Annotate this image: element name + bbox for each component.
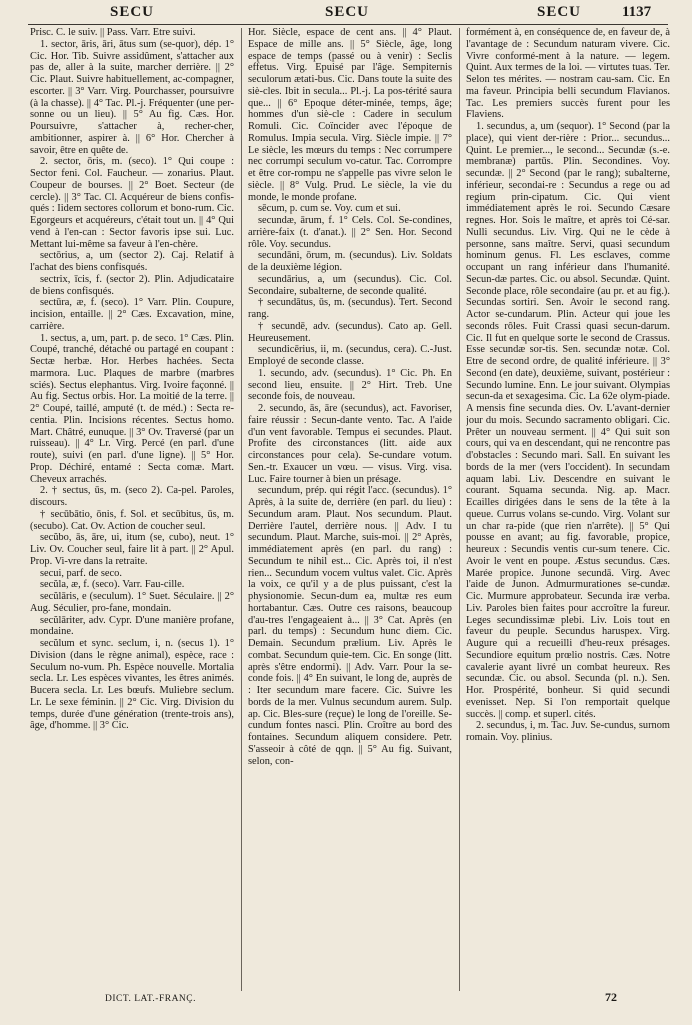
signature-number: 72 bbox=[605, 990, 617, 1004]
dictionary-entry: 2. secundo, ās, āre (secundus), act. Favoriser, faire réussir : Secun-dante vento. Tac. A l'aide d'un vent favorable. Tempus ei secundes. Plaut. Profite des circonstances (litt. aide aux circonstances pour cela). Se-cundare votum. Sen.-tr. Exaucer un vœu. — visus. Virg. visa. Luc. Faire tourner à bien un présage. bbox=[248, 403, 452, 485]
column-separator bbox=[459, 28, 460, 991]
header-guide-word-left: SECU bbox=[110, 4, 155, 20]
dictionary-entry: 2. sector, ōris, m. (seco). 1° Qui coupe : Sector feni. Col. Faucheur. — zonarius. Plaut. Coupeur de bourses. || 2° Boet. Secteur (de cercle). || 3° Tac. Cl. Acquéreur de biens confis-qués : Iidem sectores collorum et bono-rum. Cic. Egorgeurs et acquéreurs, c'était tout un. || 4° Qui vend à l'en-can : Sector favoris ipse sui. Luc. Mettant lui-même sa faveur à l'en-chère. bbox=[30, 156, 234, 250]
dictionary-entry: Hor. Siècle, espace de cent ans. || 4° Plaut. Espace de mille ans. || 5° Siècle, âge, long espace de temps (passé ou à venir) : Seclis effetus. Virg. Epuisé par l'âge. Sempiternis seculorum ætati-bus. Cic. Dans toute la suite des siè-cles. Ibit in secula... Pl.-j. La pos-térité saura que... || 6° Epoque déter-minée, temps, âge; hommes d'un siè-cle : Cadere in seculum Romuli. Cic. Coïncider avec l'époque de Romulus. Impia secula. Virg. Siècle impie. || 7° Le siècle, les mœurs du temps : Nec corrumpere nec corrumpi seculum vo-catur. Tac. Corrompre et être cor-rompu ne s'appelle pas vivre selon le siècle. || 8° Vulg. Prud. Le siècle, la vie du monde, le monde profane. bbox=[248, 27, 452, 203]
header-page-number: 1137 bbox=[622, 4, 652, 20]
dictionary-entry: secŭlāriter, adv. Cypr. D'une manière profane, mondaine. bbox=[30, 614, 234, 638]
dictionary-entry: † secundātus, ūs, m. (secundus). Tert. Second rang. bbox=[248, 297, 452, 320]
dictionary-entry: 2. secundus, i, m. Tac. Juv. Se-cundus, surnom romain. Voy. plinius. bbox=[466, 720, 670, 743]
dictionary-entry: sēcum, p. cum se. Voy. cum et sui. bbox=[258, 203, 401, 215]
dictionary-entry: sectūra, æ, f. (seco). 1° Varr. Plin. Coupure, incision, entaille. || 2° Cæs. Excavation, mine, carrière. bbox=[30, 297, 234, 332]
dictionary-entry: secŭbo, ās, āre, ui, itum (se, cubo), neut. 1° Liv. Ov. Coucher seul, faire lit à part. || 2° Apul. Prop. Vi-vre dans la retraite. bbox=[30, 532, 234, 567]
header-guide-word-middle: SECU bbox=[325, 4, 370, 20]
header-guide-word-right: SECU bbox=[537, 4, 582, 20]
text-column-1 bbox=[30, 27, 234, 993]
dictionary-entry: secundāni, ōrum, m. (secundus). Liv. Soldats de la deuxième légion. bbox=[248, 250, 452, 273]
dictionary-entry: secundārius, a, um (secundus). Cic. Col. Secondaire, subalterne, de seconde qualité. bbox=[248, 273, 452, 297]
dictionary-entry: secundæ, ārum, f. 1° Cels. Col. Se-condines, arrière-faix (t. d'anat.). || 2° Sen. Hor. Second rôle. Voy. secundus. bbox=[248, 215, 452, 250]
running-header bbox=[0, 4, 692, 24]
dictionary-entry: formément à, en conséquence de, en faveur de, à l'avantage de : Secundum naturam vivere. Cic. Vivre conformé-ment à la nature. — legem. Quint. Aux termes de la loi. — virtutes tuas. Ter. Selon tes mérites. — nostram cau-sam. Cic. En ma faveur. Principia belli secundum Flavianos. Tac. Les premiers succès furent pour les Flaviens. bbox=[466, 27, 670, 121]
dictionary-entry: 1. sectus, a, um, part. p. de seco. 1° Cæs. Plin. Coupé, tranché, détaché ou partagé en coupant : Sectæ herbæ. Hor. Herbes hachées. Secta marmora. Luc. Plaques de marbre (marbres sciés). Sectus elephantus. Virg. Ivoire façonné. || Au fig. Sectus orbis. Hor. La moitié de la terre. || 2° Coupé, taillé, amputé (t. de méd.) : Secta re-centia. Plin. Incisions récentes. Sectus homo. Mart. Châtré, eunuque. || 3° Ov. Traversé (par un ruisseau). || 4° Lr. Virg. Percé (en parl. d'une route), suivi (en parl. d'une ligne). || 5° Hor. Prop. Déchiré, entamé : Secta comæ. Mart. Cheveux arrachés. bbox=[30, 332, 234, 485]
dictionary-entry: secundicērius, ii, m. (secundus, cera). C.-Just. Employé de seconde classe. bbox=[248, 344, 452, 367]
dictionary-entry: secŭla, æ, f. (seco). Varr. Fau-cille. bbox=[40, 579, 185, 591]
header-rule bbox=[28, 24, 668, 25]
dictionary-entry: Prisc. C. le suiv. || Pass. Varr. Etre suivi. bbox=[30, 27, 196, 38]
dictionary-entry: † secūbātio, ōnis, f. Sol. et secūbitus, ūs, m. (secubo). Cat. Ov. Action de coucher seul. bbox=[30, 508, 234, 532]
dictionary-entry: secundum, prép. qui régit l'acc. (secundus). 1° Après, à la suite de, derrière (en parl. du lieu) : Secundum aram. Plaut. Nos secundum. Plaut. Derrière l'autel, derrière nous. || Adv. I tu secundum. Plaut. Marche, suis-moi. || 2° Après, immédiatement après (en parl. du rang) : Secundum te nihil est... Cic. Après toi, il n'est rien... Secundum vocem vultus valet. Cic. Après la voix, ce qu'il y a de plus puissant, c'est la physionomie. Secun-dum ea, multæ res eum hortabantur. Cæs. Outre ces raisons, beaucoup d'au-tres l'engageaient à... || 3° Cat. Après (en parl. du temps) : Secundum hunc diem. Cic. Demain. Secundum prælium. Liv. Après le combat. Secundum quie-tem. Cic. En songe (litt. après s'être endormi). || Adv. Varr. Pour la se-conde fois. || 4° En suivant, le long de, auprès de : Iter secundum mare facere. Cic. Suivre les bords de la mer. Vulnus secundum aurem. Sulp. ap. Cic. Bles-sure (reçue) le long de l'oreille. Se-cundum fontes nasci. Plin. Croître au bord des fontaines. Secundum aliquem considere. Petr. S'asseoir à côté de qqn. || 5° Au fig. Suivant, selon, con- bbox=[248, 485, 452, 767]
dictionary-entry: 1. secundus, a, um (sequor). 1° Second (par la place), qui vient der-rière : Prior... secundus... Quint. Le premier..., le second... Secundæ (s.-e. membranæ) partūs. Plin. Secondines. Voy. secundæ. || 2° Second (par le rang); subalterne, inférieur, secondai-re : Secundus a rege ou ad regium prin-cipatum. Cic. Qui vient immédiatement après le roi. Secundo Cæsare regnes. Hor. Sois le maître, et après toi Cé-sar. Nulli secundus. Liv. Virg. Qui ne le cède à personne, sans maître. Servi, quasi secundum hominum genus. Fl. Les esclaves, comme occupant un rang inférieur dans l'humanité. Secun-dæ partes. Cic. ou absol. Secundæ. Quint. Seconde place, rôle secondaire (au pr. et au fig.). Secundas sortiri. Sen. Avoir le second rang. Actor se-cundarum. Plin. Acteur qui joue les seconds rôles. Fuit Crassi quasi secun-darum. Cic. Il fut en quelque sorte le second de Crassus. Esse secundæ sor-tis. Sen. secundæ notæ. Col. Etre de second ordre, de qualité inférieure. || 3° Second (en date), deuxième, suivant, postérieur : Secundo lumine. Enn. Le jour suivant. Olympias secun-da et sexagesima. Cic. La 62e olym-piade. A mensis fine secunda dies. Ov. L'avant-dernier jour du mois. Secundo sacramento obligari. Cic. Prêter un nouveau serment. || 4° Qui suit son cours, qui va en descendant, qui ne rencontre pas d'obstacles : Secundo mari. Sall. En suivant les bords de la mer (vers l'occident). In secundam aquam labi. Liv. Descendre en suivant le courant. Squama secunda. Nig. ap. Macr. Ecailles dirigées dans le sens de la tête à la queue. Currus volans se-cundo. Virg. Volant sur un char ra-pide (que rien n'arrête). || 5° Qui pousse en avant; au fig. favorable, propice, heureux : Secundis ventis cur-sum tenere. Cic. Avoir le vent en poupe. Æstus secundus. Cæs. Marée propice. Junone secundā. Virg. Avec l'aide de Junon. Admurmurationes se-cundæ. Cic. Murmure approbateur. Secunda iræ verba. Liv. Paroles bien faites pour accroître la fureur. Leges secundissimæ plebi. Liv. Lois tout en faveur du peuple. Secundus haruspex. Virg. Augure qui a recueilli d'heu-reux présages. Secundiore equitum prœlio nostris. Cæs. Notre cavalerie ayant livré un combat heureux. Res secundæ. Cic. ou absol. Secunda (pl. n.). Sen. Hor. Prospérité, bonheur. Si quid secundi evenisset. Nep. Si l'on remportait quelque succès. || comp. et superl. cités. bbox=[466, 121, 670, 720]
dictionary-entry: 1. sector, āris, āri, ātus sum (se-quor), dép. 1° Cic. Hor. Tib. Suivre assidûment, s'attacher aux pas de, aller à la suite, marcher derrière. || 2° Cic. Plaut. Suivre habituellement, ac-compagner, escorter. || 3° Varr. Virg. Pourchasser, poursuivre (à la chasse). || 4° Tac. Pl.-j. Fréquenter (une per-sonne ou un lieu). || 5° Au fig. Cæs. Hor. Poursuivre, s'attacher à, recher-cher, ambitionner, aspirer à. || 6° Hor. Chercher à savoir, être en quête de. bbox=[30, 38, 234, 156]
dictionary-entry: sectōrius, a, um (sector 2). Caj. Relatif à l'achat des biens confisqués. bbox=[30, 250, 234, 273]
dictionary-entry: 2. † sectus, ūs, m. (seco 2). Ca-pel. Paroles, discours. bbox=[30, 485, 234, 508]
text-column-3 bbox=[466, 27, 670, 993]
page-footer bbox=[0, 990, 692, 1020]
dictionary-entry: secui, parf. de seco. bbox=[40, 567, 122, 579]
dictionary-entry: † secundē, adv. (secundus). Cato ap. Gell. Heureusement. bbox=[248, 320, 452, 344]
dictionary-entry: secŭlāris, e (seculum). 1° Suet. Séculaire. || 2° Aug. Séculier, pro-fane, mondain. bbox=[30, 591, 234, 614]
dictionary-entry: 1. secundo, adv. (secundus). 1° Cic. Ph. En second lieu, ensuite. || 2° Hirt. Treb. Une seconde fois, de nouveau. bbox=[248, 367, 452, 403]
dictionary-entry: secŭlum et sync. seclum, i, n. (secus 1). 1° Division (dans le règne animal), espèce, race : Seculum no-vum. Ph. Espèce nouvelle. Mortalia secla. Lr. Les espèces vivantes, les êtres animés. Bucera secla. Lr. Les bœufs. Muliebre seclum. Lr. Le sexe féminin. || 2° Cic. Virg. Division du temps, durée d'une génération (trente-trois ans), âge, d'homme. || 3° Cic. bbox=[30, 638, 234, 732]
text-column-2 bbox=[248, 27, 452, 993]
printer-signature: DICT. LAT.-FRANÇ. bbox=[105, 994, 197, 1004]
column-separator bbox=[241, 28, 242, 991]
dictionary-entry: sectrix, īcis, f. (sector 2). Plin. Adjudicataire de biens confisqués. bbox=[30, 273, 234, 297]
